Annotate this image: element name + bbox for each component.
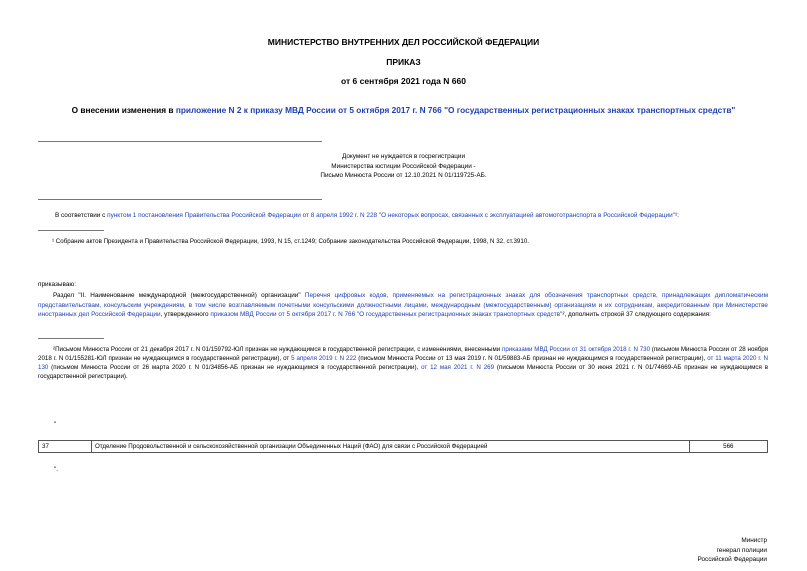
footnote-2-text: (письмом Минюста России от 26 марта 2020 г. N 01/34856-АБ признан не нуждающимся в государственной регистрации), bbox=[48, 364, 422, 371]
footnote-2-text: (письмом Минюста России от 28 ноября 2018 г. N 01/155281-ЮЛ признан не нуждающимся в государственной регистрации), от bbox=[38, 346, 769, 362]
body-text-2: , утвержденного bbox=[160, 311, 211, 318]
codes-table bbox=[38, 440, 768, 453]
quote-open: " bbox=[54, 421, 57, 428]
note-line-2: Министерства юстиции Российской Федерации - bbox=[331, 162, 476, 170]
preamble-link[interactable]: пунктом 1 постановления Правительства Российской Федерации от 8 апреля 1992 г. N 228 "О некоторых вопросах, связанных с эксплуатацией автомототранспорта в Российской Федерации" bbox=[107, 212, 675, 219]
registration-note bbox=[230, 152, 577, 181]
footnote-1 bbox=[52, 237, 772, 246]
preamble bbox=[55, 211, 775, 221]
document-title bbox=[10, 105, 797, 115]
body-text-1: Раздел "II. Наименование международной (межгосударственной) организации" bbox=[53, 292, 305, 299]
footnote-2-link[interactable]: от 12 мая 2021 г. N 269 bbox=[421, 364, 495, 371]
order-date: от 6 сентября 2021 года N 660 bbox=[341, 76, 466, 86]
divider bbox=[38, 141, 322, 142]
preamble-prefix: В соответствии с bbox=[55, 212, 108, 219]
order-body bbox=[38, 291, 768, 320]
order-title: ПРИКАЗ bbox=[386, 57, 421, 67]
footnote-1-mark: ¹ bbox=[52, 238, 55, 245]
row-number: 37 bbox=[39, 441, 92, 453]
footnote-divider bbox=[38, 338, 104, 339]
order-word: приказываю: bbox=[38, 281, 76, 288]
footnote-1-text: Собрание актов Президента и Правительства Российской Федерации, 1993, N 15, ст.1249; Собрание законодательства Российской Федерации, 1998, N 32, ст.3910. bbox=[55, 238, 529, 245]
footnote-2-text: (письмом Минюста России от 30 июня 2021 г. N 01/74669-АБ признан не нуждающимся в государственной регистрации). bbox=[38, 364, 768, 380]
footnote-2 bbox=[38, 345, 768, 381]
table-row bbox=[39, 441, 768, 453]
organization-code: 566 bbox=[689, 441, 767, 453]
footnote-2-link[interactable]: 5 апреля 2019 г. N 222 bbox=[291, 355, 357, 362]
ministry-title: МИНИСТЕРСТВО ВНУТРЕННИХ ДЕЛ РОССИЙСКОЙ ФЕДЕРАЦИИ bbox=[267, 37, 540, 47]
preamble-suffix: ¹: bbox=[674, 212, 679, 219]
body-link-order[interactable]: приказом МВД России от 5 октября 2017 г. N 766 "О государственных регистрационных знаках транспортных средств" bbox=[210, 311, 563, 318]
footnote-2-text: (письмом Минюста России от 13 мая 2019 г. N 01/59883-АБ признан не нуждающимся в государственной регистрации), bbox=[356, 355, 708, 362]
note-line-3: Письмо Минюста России от 12.10.2021 N 01/119725-АБ. bbox=[320, 172, 487, 179]
title-prefix: О внесении изменения в bbox=[71, 105, 176, 115]
signature-line-1: Министр bbox=[741, 537, 767, 544]
body-link-list[interactable]: Перечня цифровых кодов, применяемых на регистрационных знаках для обозначения транспортных средств, принадлежащих дипломатическим представительствам, консульским учреждениям, в том числе возглавляемым почетными консульскими должностными лицами, международным (межгосударственным) организациям и их сотрудникам, аккредитованным при Министерстве иностранных дел Российской Федерации bbox=[38, 292, 768, 318]
divider bbox=[38, 199, 322, 200]
footnote-divider bbox=[38, 230, 104, 231]
footnote-2-link[interactable]: от 11 марта 2020 г. N 130 bbox=[38, 355, 768, 371]
signature-line-2: генерал полиции bbox=[716, 546, 767, 554]
organization-name: Отделение Продовольственной и сельскохозяйственной организации Объединенных Наций (ФАО) для связи с Российской Федерацией bbox=[91, 441, 689, 453]
quote-close: ". bbox=[54, 466, 59, 473]
note-line-1: Документ не нуждается в госрегистрации bbox=[341, 153, 466, 160]
title-link[interactable]: приложение N 2 к приказу МВД России от 5 октября 2017 г. N 766 "О государственных регистрационных знаках транспортных средств" bbox=[175, 105, 736, 115]
footnote-2-mark: ² bbox=[53, 346, 56, 353]
body-text-3: ², дополнить строкой 37 следующего содержания: bbox=[562, 311, 711, 318]
footnote-2-text: Письмом Минюста России от 21 декабря 2017 г. N 01/159792-ЮЛ признан не нуждающимся в государственной регистрации, с изменениями, внесенными bbox=[55, 346, 503, 353]
signature-line-3: Российской Федерации bbox=[697, 556, 767, 563]
signature bbox=[698, 536, 768, 565]
footnote-2-link[interactable]: приказами МВД России от 31 октября 2018 г. N 730 bbox=[502, 346, 651, 353]
